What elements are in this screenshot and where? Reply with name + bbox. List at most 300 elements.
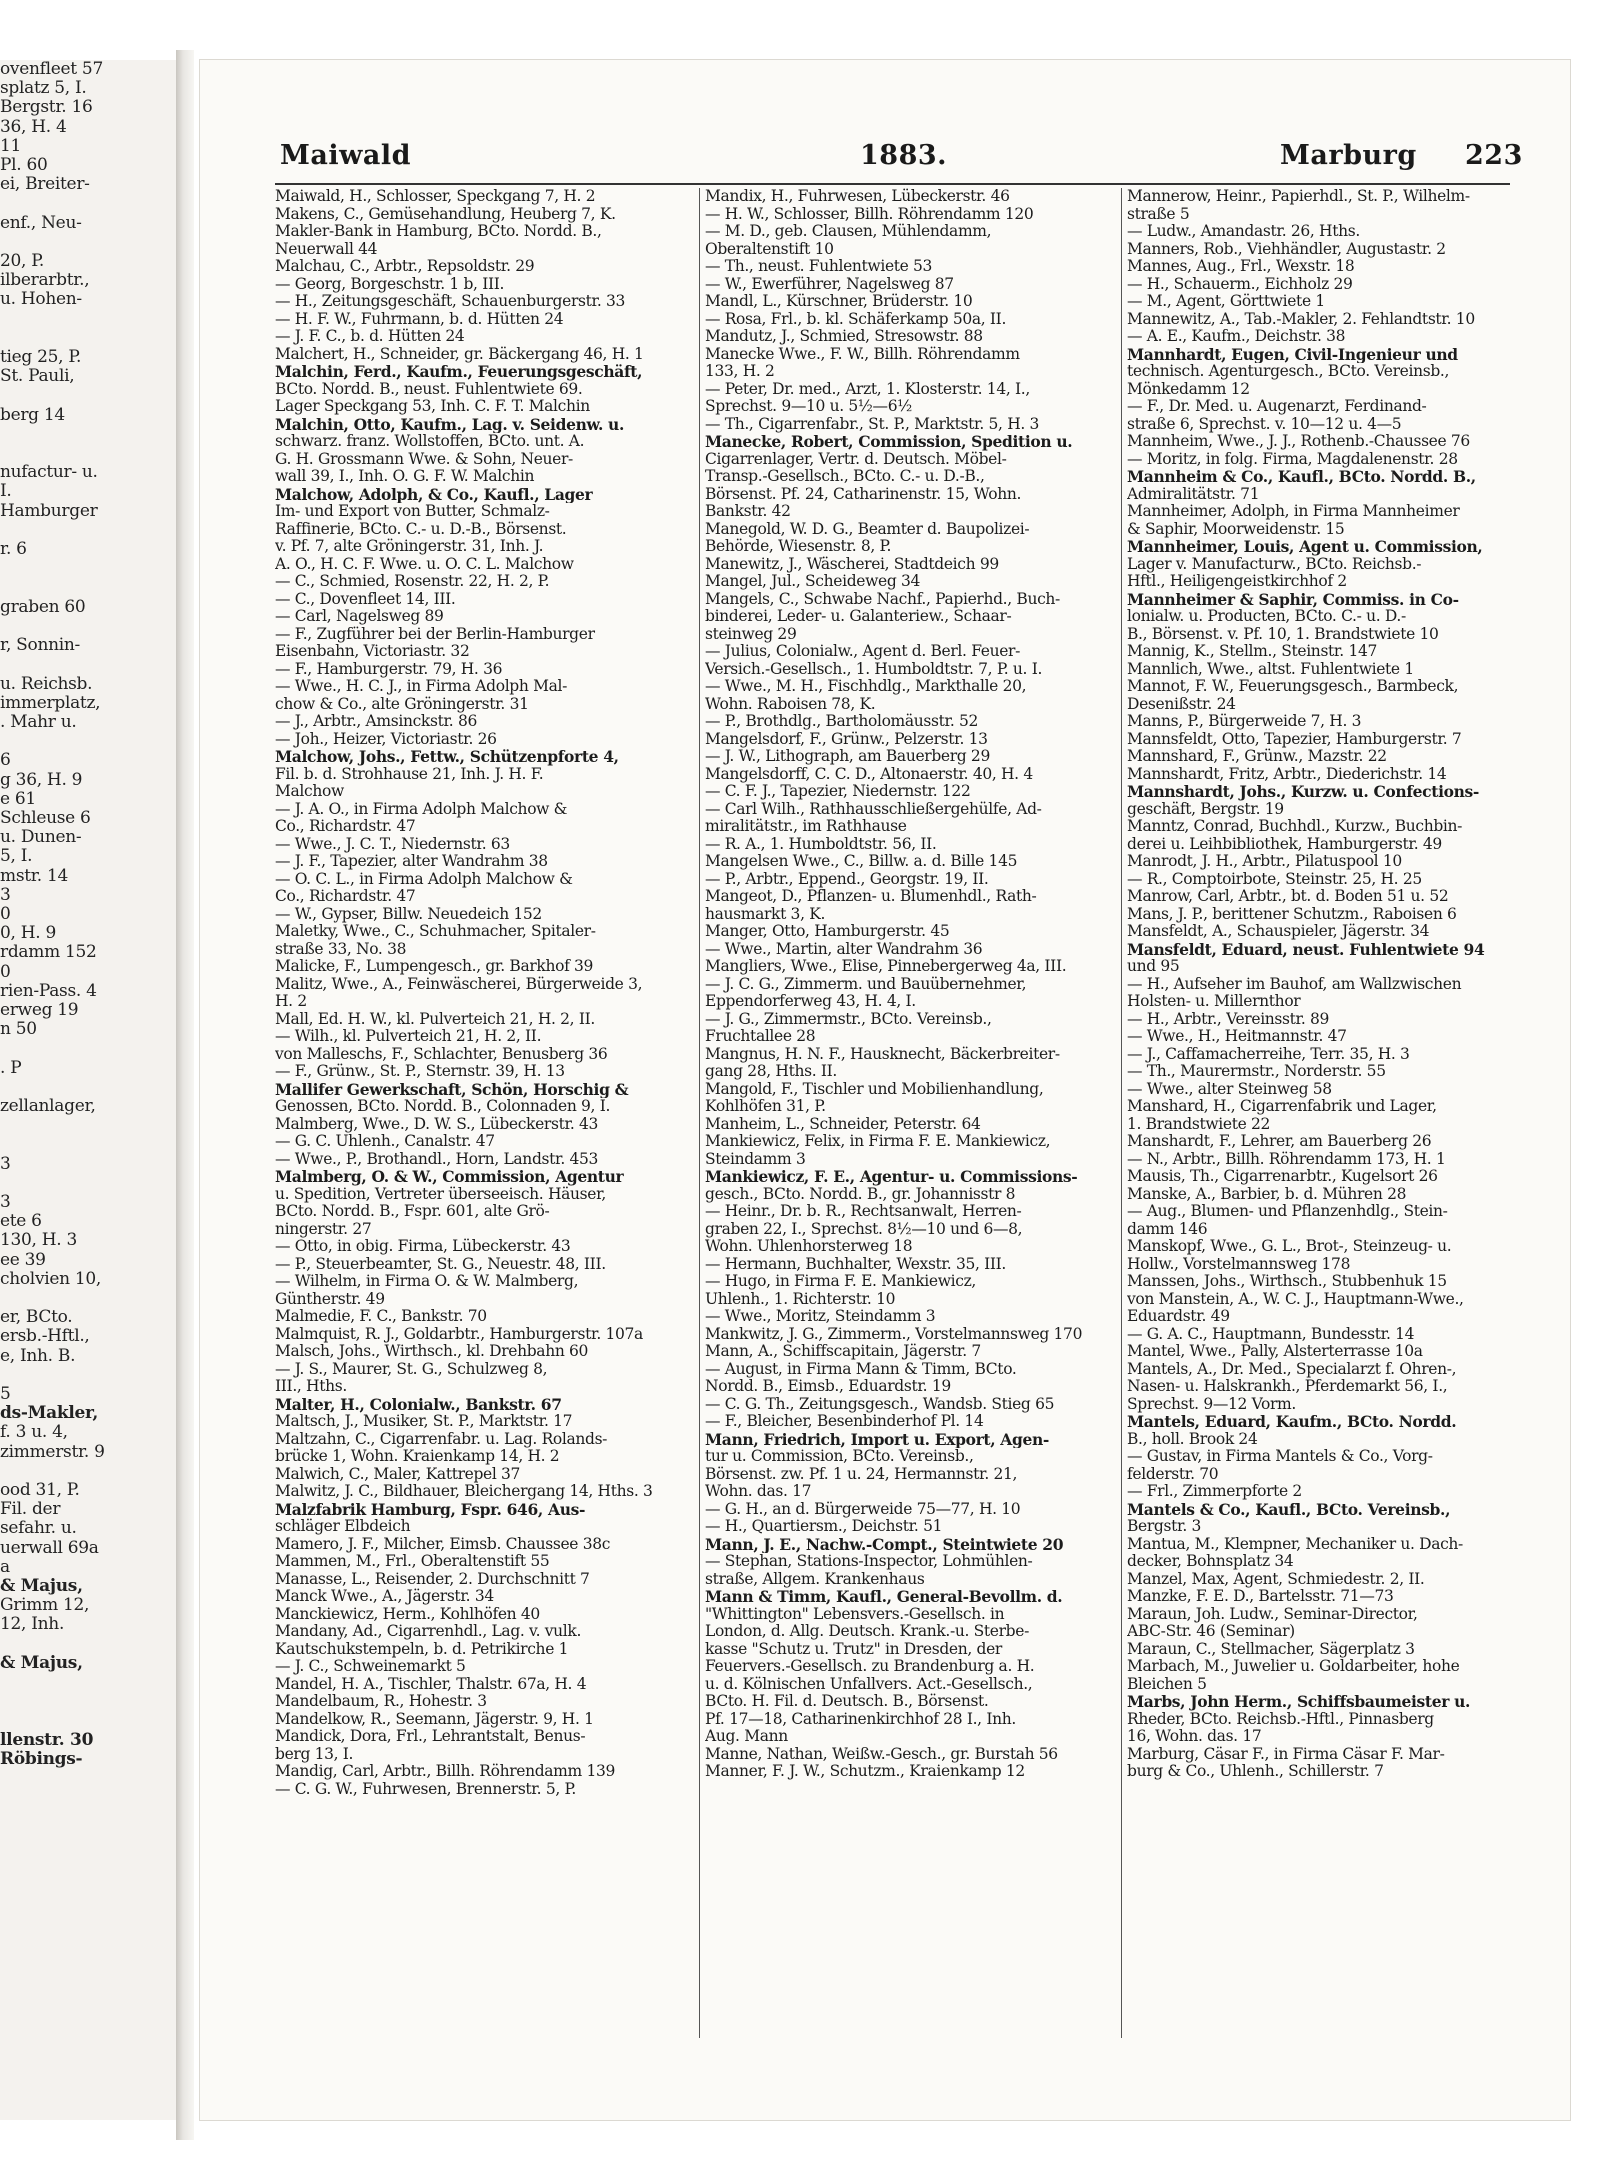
- facing-page-line: Fil. der: [0, 1499, 61, 1520]
- directory-entry: graben 22, I., Sprechst. 8½—10 und 6—8,: [705, 1220, 1023, 1238]
- directory-entry: — J. W., Lithograph, am Bauerberg 29: [705, 748, 990, 765]
- directory-entry: Manger, Otto, Hamburgerstr. 45: [705, 923, 950, 940]
- directory-entry: — H. F. W., Fuhrmann, b. d. Hütten 24: [275, 310, 564, 328]
- facing-page-line: [0, 1711, 176, 1730]
- facing-page-line: [0, 329, 176, 348]
- directory-entry: BCto. H. Fil. d. Deutsch. B., Börsenst.: [705, 1693, 989, 1710]
- directory-entry: — Wwe., P., Brothandl., Horn, Landstr. 453: [275, 1150, 599, 1168]
- facing-page-line: [0, 1673, 176, 1692]
- directory-entry: — Wilh., kl. Pulverteich 21, H. 2, II.: [275, 1028, 542, 1045]
- facing-page-line: [0, 1635, 176, 1654]
- directory-entry: Lager v. Manufacturw., BCto. Reichsb.-: [1127, 555, 1422, 573]
- facing-page-line: 0, H. 9: [0, 923, 56, 944]
- facing-page-line: [0, 521, 176, 540]
- facing-page-line: [0, 233, 176, 252]
- directory-entry: Malitz, Wwe., A., Feinwäscherei, Bürgerweide 3,: [275, 975, 643, 993]
- directory-entry: — Wwe., alter Steinweg 58: [1127, 1080, 1332, 1098]
- directory-entry: ningerstr. 27: [275, 1220, 372, 1238]
- header-year: 1883.: [860, 140, 948, 171]
- directory-entry: — W., Ewerführer, Nagelsweg 87: [705, 275, 954, 293]
- facing-page-line: [0, 655, 176, 674]
- facing-page-line: . P: [0, 1057, 22, 1078]
- facing-page-line: [0, 310, 176, 329]
- facing-page-line: llenstr. 30: [0, 1729, 94, 1750]
- directory-entry: Mandl, L., Kürschner, Brüderstr. 10: [705, 293, 973, 310]
- directory-entry: und 95: [1127, 958, 1180, 975]
- directory-entry: — Wwe., J. C. T., Niedernstr. 63: [275, 835, 510, 853]
- facing-page-line: g 36, H. 9: [0, 769, 83, 790]
- facing-page-line: ilberarbtr.,: [0, 270, 90, 291]
- facing-page-line: 36, H. 4: [0, 116, 67, 137]
- facing-page-line: 20, P.: [0, 251, 45, 272]
- directory-entry: straße 5: [1127, 205, 1190, 223]
- directory-entry: — Th., Maurermstr., Norderstr. 55: [1127, 1063, 1386, 1080]
- directory-entry: Manckiewicz, Herm., Kohlhöfen 40: [275, 1605, 540, 1623]
- directory-entry: berg 13, I.: [275, 1745, 354, 1763]
- facing-page-line: immerplatz,: [0, 692, 101, 713]
- directory-entry: Manshardt, F., Lehrer, am Bauerberg 26: [1127, 1133, 1432, 1150]
- directory-entry: Mannheimer & Saphir, Commiss. in Co-: [1127, 590, 1459, 608]
- directory-entry: Mansfeldt, A., Schauspieler, Jägerstr. 34: [1127, 923, 1430, 940]
- facing-page-line: u. Reichsb.: [0, 673, 93, 694]
- directory-entry: — Ludw., Amandastr. 26, Hths.: [1127, 223, 1360, 240]
- directory-entry: Malter, H., Colonialw., Bankstr. 67: [275, 1395, 562, 1413]
- directory-entry: — P., Arbtr., Eppend., Georgstr. 19, II.: [705, 870, 989, 888]
- directory-entry: Hollw., Vorstelmannsweg 178: [1127, 1255, 1351, 1273]
- directory-entry: Malchert, H., Schneider, gr. Bäckergang 46, H. 1: [275, 345, 644, 363]
- directory-entry: — F., Grünw., St. P., Sternstr. 39, H. 13: [275, 1063, 565, 1080]
- directory-entry: Malmedie, F. C., Bankstr. 70: [275, 1308, 487, 1325]
- facing-page-line: u. Dunen-: [0, 827, 82, 848]
- directory-entry: Eisenbahn, Victoriastr. 32: [275, 643, 470, 660]
- facing-page-line: erweg 19: [0, 999, 79, 1020]
- directory-entry: Mangnus, H. N. F., Hausknecht, Bäckerbreiter-: [705, 1045, 1060, 1063]
- directory-entry: Manske, A., Barbier, b. d. Mühren 28: [1127, 1185, 1407, 1203]
- directory-entry: lonialw. u. Producten, BCto. C.- u. D.-: [1127, 608, 1406, 625]
- directory-entry: Manssen, Johs., Wirthsch., Stubbenhuk 15: [1127, 1273, 1447, 1290]
- directory-entry: — P., Brothdlg., Bartholomäusstr. 52: [705, 713, 979, 730]
- facing-page-line: splatz 5, I.: [0, 78, 87, 99]
- directory-entry: Maletky, Wwe., C., Schuhmacher, Spitaler-: [275, 923, 596, 940]
- directory-entry: Aug. Mann: [705, 1728, 788, 1745]
- directory-entry: Manntz, Conrad, Buchhdl., Kurzw., Buchbin-: [1127, 818, 1463, 835]
- directory-entry: Mangelsen Wwe., C., Billw. a. d. Bille 145: [705, 853, 1018, 870]
- directory-entry: — Wwe., Moritz, Steindamm 3: [705, 1308, 936, 1325]
- facing-page-line: nufactur- u.: [0, 462, 98, 483]
- facing-page-line: ei, Breiter-: [0, 174, 90, 195]
- facing-page-line: e 61: [0, 788, 36, 809]
- directory-entry: Manheim, L., Schneider, Peterstr. 64: [705, 1115, 981, 1133]
- directory-entry: Mannheimer, Louis, Agent u. Commission,: [1127, 538, 1483, 556]
- directory-entry: — N., Arbtr., Billh. Röhrendamm 173, H. 1: [1127, 1150, 1446, 1168]
- running-header: [220, 140, 1550, 180]
- directory-entry: Mannsfeldt, Otto, Tapezier, Hamburgerstr. 7: [1127, 730, 1462, 748]
- directory-entry: Manecke Wwe., F. W., Billh. Röhrendamm: [705, 345, 1020, 363]
- directory-entry: BCto. Nordd. B., neust. Fuhlentwiete 69.: [275, 380, 583, 398]
- facing-page-line: Bergstr. 16: [0, 97, 93, 118]
- directory-entry: Makler-Bank in Hamburg, BCto. Nordd. B.,: [275, 223, 602, 240]
- directory-entry: — C. G. W., Fuhrwesen, Brennerstr. 5, P.: [275, 1780, 577, 1798]
- directory-entry: brücke 1, Wohn. Kraienkamp 14, H. 2: [275, 1448, 560, 1465]
- directory-entry: Malzfabrik Hamburg, Fspr. 646, Aus-: [275, 1500, 586, 1518]
- book-gutter: [176, 50, 194, 2140]
- directory-entry: — F., Hamburgerstr. 79, H. 36: [275, 660, 503, 678]
- directory-entry: Nordd. B., Eimsb., Eduardstr. 19: [705, 1378, 951, 1395]
- directory-entry: H. 2: [275, 993, 307, 1010]
- directory-entry: Malwitz, J. C., Bildhauer, Bleichergang 14, Hths. 3: [275, 1483, 653, 1500]
- directory-entry: — Wwe., Martin, alter Wandrahm 36: [705, 940, 983, 958]
- facing-page-line: Pl. 60: [0, 155, 48, 176]
- directory-entry: Mandutz, J., Schmied, Stresowstr. 88: [705, 328, 983, 345]
- directory-entry: Malmquist, R. J., Goldarbtr., Hamburgerstr. 107a: [275, 1325, 643, 1343]
- directory-entry: — H., Arbtr., Vereinsstr. 89: [1127, 1010, 1330, 1028]
- directory-entry: — Gustav, in Firma Mantels & Co., Vorg-: [1127, 1448, 1433, 1465]
- facing-page-line: [0, 386, 176, 405]
- directory-entry: — August, in Firma Mann & Timm, BCto.: [705, 1360, 1017, 1378]
- facing-page-line: Grimm 12,: [0, 1595, 90, 1616]
- facing-page-line: 11: [0, 135, 22, 156]
- directory-entry: — Heinr., Dr. b. R., Rechtsanwalt, Herren-: [705, 1203, 1022, 1220]
- directory-entry: Malchau, C., Arbtr., Repsoldstr. 29: [275, 258, 535, 275]
- facing-page-line: zimmerstr. 9: [0, 1441, 105, 1462]
- facing-page-line: Hamburger: [0, 500, 98, 521]
- directory-entry: Mandel, H. A., Tischler, Thalstr. 67a, H. 4: [275, 1675, 587, 1693]
- directory-entry: Manrow, Carl, Arbtr., bt. d. Boden 51 u. 52: [1127, 888, 1449, 905]
- directory-entry: Mantels, Eduard, Kaufm., BCto. Nordd.: [1127, 1413, 1457, 1431]
- directory-entry: Mantels, A., Dr. Med., Specialarzt f. Ohren-,: [1127, 1360, 1457, 1378]
- facing-page-line: [0, 1692, 176, 1711]
- directory-entry: Mannlich, Wwe., altst. Fuhlentwiete 1: [1127, 660, 1414, 678]
- directory-entry: Malchow, Adolph, & Co., Kaufl., Lager: [275, 485, 593, 503]
- directory-entry: v. Pf. 7, alte Gröningerstr. 31, Inh. J.: [275, 538, 544, 555]
- directory-entry: Mangold, F., Tischler und Mobilienhandlung,: [705, 1080, 1044, 1098]
- directory-entry: wall 39, I., Inh. O. G. F. W. Malchin: [275, 468, 535, 485]
- directory-entry: ABC-Str. 46 (Seminar): [1127, 1623, 1295, 1640]
- directory-entry: Im- und Export von Butter, Schmalz-: [275, 503, 550, 520]
- directory-entry: Mankwitz, J. G., Zimmerm., Vorstelmannsweg 170: [705, 1325, 1083, 1343]
- directory-entry: Mandany, Ad., Cigarrenhdl., Lag. v. vulk.: [275, 1623, 582, 1640]
- directory-entry: Mangelsdorf, F., Grünw., Pelzerstr. 13: [705, 730, 988, 748]
- directory-entry: Mannshardt, Johs., Kurzw. u. Confections-: [1127, 783, 1479, 801]
- directory-columns: [275, 188, 1530, 2038]
- directory-entry: — Stephan, Stations-Inspector, Lohmühlen-: [705, 1553, 1033, 1570]
- directory-entry: Mangel, Jul., Scheideweg 34: [705, 573, 921, 590]
- directory-entry: Mann & Timm, Kaufl., General-Bevollm. d.: [705, 1588, 1063, 1606]
- directory-entry: 16, Wohn. das. 17: [1127, 1728, 1262, 1745]
- directory-entry: u. Spedition, Vertreter überseeisch. Häuser,: [275, 1185, 607, 1203]
- facing-page-line: mstr. 14: [0, 865, 68, 886]
- directory-entry: Admiralitätstr. 71: [1127, 485, 1260, 503]
- directory-entry: Mans, J. P., berittener Schutzm., Raboisen 6: [1127, 905, 1457, 923]
- directory-entry: Bankstr. 42: [705, 503, 791, 520]
- directory-entry: Malmberg, Wwe., D. W. S., Lübeckerstr. 43: [275, 1115, 598, 1133]
- directory-entry: A. O., H. C. F. Wwe. u. O. C. L. Malchow: [275, 555, 574, 573]
- directory-entry: felderstr. 70: [1127, 1465, 1219, 1483]
- facing-page-line: ete 6: [0, 1211, 42, 1232]
- directory-entry: — P., Steuerbeamter, St. G., Neuestr. 48, III.: [275, 1255, 606, 1273]
- directory-entry: Malchin, Ferd., Kaufm., Feuerungsgeschäft,: [275, 363, 643, 381]
- directory-entry: kasse "Schutz u. Trutz" in Dresden, der: [705, 1640, 1002, 1658]
- directory-entry: steinweg 29: [705, 625, 797, 643]
- directory-entry: Co., Richardstr. 47: [275, 888, 416, 905]
- directory-entry: — H., Quartiersm., Deichstr. 51: [705, 1518, 943, 1535]
- directory-entry: Maltsch, J., Musiker, St. P., Marktstr. 17: [275, 1413, 573, 1430]
- directory-entry: Lager Speckgang 53, Inh. C. F. T. Malchin: [275, 398, 590, 415]
- directory-entry: Mankiewicz, Felix, in Firma F. E. Mankiewicz,: [705, 1133, 1051, 1150]
- directory-entry: Behörde, Wiesenstr. 8, P.: [705, 538, 892, 555]
- facing-page-text: [0, 60, 176, 1769]
- directory-entry: B., Börsenst. v. Pf. 10, 1. Brandstwiete 10: [1127, 625, 1439, 643]
- directory-entry: — Julius, Colonialw., Agent d. Berl. Feuer-: [705, 643, 1020, 660]
- directory-entry: — O. C. L., in Firma Adolph Malchow &: [275, 870, 573, 888]
- directory-entry: Manck Wwe., A., Jägerstr. 34: [275, 1588, 494, 1605]
- directory-entry: — J. F. C., b. d. Hütten 24: [275, 328, 465, 345]
- facing-page-line: e, Inh. B.: [0, 1345, 76, 1366]
- directory-entry: — Carl Wilh., Rathhausschließergehülfe, Ad-: [705, 800, 1042, 818]
- directory-entry: Börsenst. Pf. 24, Catharinenstr. 15, Wohn.: [705, 485, 1022, 503]
- header-first-name: Maiwald: [280, 140, 412, 171]
- directory-entry: Mannig, K., Stellm., Steinstr. 147: [1127, 643, 1377, 660]
- directory-entry: Manskopf, Wwe., G. L., Brot-, Steinzeug- u.: [1127, 1238, 1452, 1255]
- facing-page-line: 5, I.: [0, 846, 33, 867]
- directory-entry: Oberaltenstift 10: [705, 240, 834, 258]
- directory-entry: burg & Co., Uhlenh., Schillerstr. 7: [1127, 1763, 1384, 1780]
- facing-page-line: [0, 1289, 176, 1308]
- facing-page-line: 0: [0, 903, 11, 924]
- directory-entry: Manzke, F. E. D., Bartelsstr. 71—73: [1127, 1588, 1394, 1605]
- directory-entry: Malchow: [275, 783, 344, 800]
- facing-page-line: [0, 617, 176, 636]
- directory-entry: Uhlenh., 1. Richterstr. 10: [705, 1290, 896, 1308]
- directory-entry: Mandelkow, R., Seemann, Jägerstr. 9, H. 1: [275, 1710, 594, 1728]
- directory-entry: Eppendorferweg 43, H. 4, I.: [705, 993, 916, 1010]
- facing-page-line: cholvien 10,: [0, 1268, 102, 1289]
- facing-page-line: [0, 1039, 176, 1058]
- directory-entry: Fruchtallee 28: [705, 1028, 816, 1045]
- directory-entry: — Carl, Nagelsweg 89: [275, 608, 444, 625]
- directory-entry: Manns, P., Bürgerweide 7, H. 3: [1127, 713, 1362, 730]
- facing-page-line: 0: [0, 961, 11, 982]
- directory-entry: — J. S., Maurer, St. G., Schulzweg 8,: [275, 1360, 548, 1378]
- facing-page-line: [0, 1116, 176, 1135]
- directory-entry: schläger Elbdeich: [275, 1518, 411, 1535]
- directory-entry: — Otto, in obig. Firma, Lübeckerstr. 43: [275, 1238, 571, 1255]
- facing-page-line: St. Pauli,: [0, 366, 75, 387]
- directory-entry: & Saphir, Moorweidenstr. 15: [1127, 520, 1345, 538]
- facing-page-line: ood 31, P.: [0, 1480, 80, 1501]
- directory-entry: Rheder, BCto. Reichsb.-Hftl., Pinnasberg: [1127, 1710, 1434, 1728]
- directory-entry: — J. F., Tapezier, alter Wandrahm 38: [275, 853, 548, 870]
- facing-page-line: rdamm 152: [0, 942, 97, 963]
- facing-page-line: r, Sonnin-: [0, 635, 80, 656]
- directory-entry: u. d. Kölnischen Unfallvers. Act.-Gesellsch.,: [705, 1675, 1033, 1693]
- directory-entry: — Peter, Dr. med., Arzt, 1. Klosterstr. 14, I.,: [705, 380, 1030, 398]
- facing-page-line: er, BCto.: [0, 1307, 73, 1328]
- directory-entry: Bergstr. 3: [1127, 1518, 1202, 1535]
- directory-entry: — J., Arbtr., Amsinckstr. 86: [275, 713, 477, 730]
- directory-entry: — Aug., Blumen- und Pflanzenhdlg., Stein-: [1127, 1203, 1448, 1220]
- directory-entry: straße 6, Sprechst. v. 10—12 u. 4—5: [1127, 415, 1402, 433]
- directory-entry: Kohlhöfen 31, P.: [705, 1098, 826, 1115]
- directory-entry: Mannot, F. W., Feuerungsgesch., Barmbeck,: [1127, 678, 1459, 695]
- directory-entry: damm 146: [1127, 1220, 1208, 1238]
- directory-entry: Mannewitz, A., Tab.-Makler, 2. Fehlandtstr. 10: [1127, 310, 1475, 328]
- directory-entry: — H., Aufseher im Bauhof, am Wallzwischen: [1127, 975, 1462, 993]
- directory-entry: von Manstein, A., W. C. J., Hauptmann-Wwe.,: [1127, 1290, 1464, 1308]
- directory-entry: London, d. Allg. Deutsch. Krank.-u. Sterbe-: [705, 1623, 1029, 1640]
- directory-entry: Feuervers.-Gesellsch. zu Brandenburg a. H.: [705, 1658, 1035, 1675]
- directory-entry: Marburg, Cäsar F., in Firma Cäsar F. Mar-: [1127, 1745, 1445, 1763]
- directory-entry: miralitätstr., im Rathhause: [705, 818, 907, 835]
- facing-page-line: & Majus,: [0, 1576, 83, 1597]
- directory-entry: von Malleschs, F., Schlachter, Benusberg 36: [275, 1045, 608, 1063]
- facing-page-line: [0, 444, 176, 463]
- directory-entry: Mandix, H., Fuhrwesen, Lübeckerstr. 46: [705, 188, 1010, 205]
- facing-page-line: enf., Neu-: [0, 212, 82, 233]
- directory-entry: Mann, Friedrich, Import u. Export, Agen-: [705, 1430, 1049, 1448]
- directory-entry: Mamero, J. F., Milcher, Eimsb. Chaussee 38c: [275, 1535, 611, 1553]
- directory-entry: — Hermann, Buchhalter, Wexstr. 35, III.: [705, 1255, 1007, 1273]
- directory-entry: Raffinerie, BCto. C.- u. D.-B., Börsenst.: [275, 520, 567, 538]
- directory-entry: Mammen, M., Frl., Oberaltenstift 55: [275, 1553, 550, 1570]
- directory-entry: — M., Agent, Görttwiete 1: [1127, 293, 1325, 310]
- directory-entry: — F., Dr. Med. u. Augenarzt, Ferdinand-: [1127, 398, 1427, 415]
- facing-page-line: Schleuse 6: [0, 807, 91, 828]
- directory-entry: — Joh., Heizer, Victoriastr. 26: [275, 730, 497, 748]
- directory-entry: Mannheim & Co., Kaufl., BCto. Nordd. B.,: [1127, 468, 1476, 486]
- directory-entry: Manshard, H., Cigarrenfabrik und Lager,: [1127, 1098, 1437, 1115]
- directory-entry: Manners, Rob., Viehhändler, Augustastr. 2: [1127, 240, 1446, 258]
- directory-entry: — Frl., Zimmerpforte 2: [1127, 1483, 1302, 1500]
- facing-page-line: u. Hohen-: [0, 289, 82, 310]
- directory-entry: Maraun, C., Stellmacher, Sägerplatz 3: [1127, 1640, 1415, 1658]
- directory-entry: — Th., neust. Fuhlentwiete 53: [705, 258, 933, 275]
- directory-entry: Güntherstr. 49: [275, 1290, 385, 1308]
- header-last-name: Marburg: [1280, 140, 1417, 171]
- facing-page-line: ersb.-Hftl.,: [0, 1326, 90, 1347]
- directory-entry: Transp.-Gesellsch., BCto. C.- u. D.-B.,: [705, 468, 985, 485]
- facing-page-line: graben 60: [0, 596, 86, 617]
- directory-entry: Manecke, Robert, Commission, Spedition u.: [705, 433, 1073, 451]
- directory-entry: — G. C. Uhlenh., Canalstr. 47: [275, 1133, 495, 1150]
- directory-entry: hausmarkt 3, K.: [705, 905, 826, 923]
- facing-page-line: [0, 732, 176, 751]
- directory-entry: Manegold, W. D. G., Beamter d. Baupolizei-: [705, 520, 1030, 538]
- directory-entry: Maraun, Joh. Ludw., Seminar-Director,: [1127, 1605, 1418, 1623]
- directory-entry: 1. Brandstwiete 22: [1127, 1115, 1270, 1133]
- facing-page-line: 3: [0, 884, 11, 905]
- directory-entry: Manewitz, J., Wäscherei, Stadtdeich 99: [705, 555, 999, 573]
- directory-entry: — H. W., Schlosser, Billh. Röhrendamm 120: [705, 205, 1034, 223]
- directory-entry: Desenißstr. 24: [1127, 695, 1236, 713]
- directory-entry: — H., Schauerm., Eichholz 29: [1127, 275, 1353, 293]
- directory-entry: Maiwald, H., Schlosser, Speckgang 7, H. 2: [275, 188, 596, 205]
- directory-entry: — H., Zeitungsgeschäft, Schauenburgerstr. 33: [275, 293, 626, 310]
- directory-entry: Mandig, Carl, Arbtr., Billh. Röhrendamm 139: [275, 1763, 615, 1780]
- facing-page-line: tieg 25, P.: [0, 347, 82, 368]
- directory-entry: binderei, Leder- u. Galanteriew., Schaar-: [705, 608, 1012, 625]
- directory-entry: Mann, J. E., Nachw.-Compt., Steintwiete 20: [705, 1535, 1064, 1553]
- directory-entry: Manne, Nathan, Weißw.-Gesch., gr. Burstah 56: [705, 1745, 1058, 1763]
- directory-entry: G. H. Grossmann Wwe. & Sohn, Neuer-: [275, 450, 573, 468]
- directory-entry: Wohn. Uhlenhorsterweg 18: [705, 1238, 913, 1255]
- facing-page-line: 6: [0, 750, 11, 771]
- facing-page-line: [0, 1462, 176, 1481]
- column-1: [275, 188, 693, 2038]
- facing-page-line: 130, H. 3: [0, 1230, 78, 1251]
- facing-page-line: 3: [0, 1153, 11, 1174]
- directory-entry: Steindamm 3: [705, 1150, 806, 1168]
- directory-entry: Malmberg, O. & W., Commission, Agentur: [275, 1168, 624, 1186]
- facing-page-line: [0, 578, 176, 597]
- directory-entry: Mannheim, Wwe., J. J., Rothenb.-Chaussee 76: [1127, 433, 1470, 450]
- directory-entry: decker, Bohnsplatz 34: [1127, 1553, 1294, 1570]
- directory-entry: B., holl. Brook 24: [1127, 1430, 1258, 1448]
- directory-entry: geschäft, Bergstr. 19: [1127, 800, 1284, 818]
- facing-page-line: ds-Makler,: [0, 1403, 99, 1424]
- directory-entry: — Rosa, Frl., b. kl. Schäferkamp 50a, II.: [705, 310, 1007, 328]
- directory-entry: Holsten- u. Millernthor: [1127, 993, 1301, 1010]
- directory-entry: — Wilhelm, in Firma O. & W. Malmberg,: [275, 1273, 579, 1290]
- directory-entry: Versich.-Gesellsch., 1. Humboldtstr. 7, P. u. I.: [705, 660, 1043, 678]
- directory-entry: — C., Schmied, Rosenstr. 22, H. 2, P.: [275, 573, 550, 590]
- directory-entry: gang 28, Hths. II.: [705, 1063, 837, 1080]
- directory-entry: Mangels, C., Schwabe Nachf., Papierhd., Buch-: [705, 590, 1060, 608]
- directory-entry: Maltzahn, C., Cigarrenfabr. u. Lag. Rolands-: [275, 1430, 608, 1448]
- directory-entry: Nasen- u. Halskrankh., Pferdemarkt 56, I.,: [1127, 1378, 1448, 1395]
- column-3: [1127, 188, 1530, 2038]
- directory-entry: — A. E., Kaufm., Deichstr. 38: [1127, 328, 1346, 345]
- directory-entry: Mall, Ed. H. W., kl. Pulverteich 21, H. 2, II.: [275, 1010, 595, 1028]
- directory-entry: — R., Comptoirbote, Steinstr. 25, H. 25: [1127, 870, 1422, 888]
- facing-page-line: f. 3 u. 4,: [0, 1422, 68, 1443]
- directory-entry: Mangliers, Wwe., Elise, Pinnebergerweg 4a, III.: [705, 958, 1067, 975]
- page-number: 223: [1465, 140, 1523, 171]
- directory-entry: — J. A. O., in Firma Adolph Malchow &: [275, 800, 568, 818]
- directory-entry: Sprechst. 9—10 u. 5½—6½: [705, 398, 912, 415]
- directory-entry: Marbs, John Herm., Schiffsbaumeister u.: [1127, 1693, 1471, 1711]
- facing-page-line: rien-Pass. 4: [0, 980, 97, 1001]
- directory-entry: Mannshard, F., Grünw., Mazstr. 22: [1127, 748, 1387, 765]
- directory-entry: — C., Dovenfleet 14, III.: [275, 590, 456, 608]
- facing-page-line: [0, 559, 176, 578]
- directory-entry: — W., Gypser, Billw. Neuedeich 152: [275, 905, 542, 923]
- directory-entry: — Wwe., H., Heitmannstr. 47: [1127, 1028, 1347, 1045]
- directory-entry: Mausis, Th., Cigarrenarbtr., Kugelsort 26: [1127, 1168, 1438, 1185]
- directory-entry: — G. A. C., Hauptmann, Bundesstr. 14: [1127, 1325, 1415, 1343]
- directory-entry: Mann, A., Schiffscapitain, Jägerstr. 7: [705, 1343, 981, 1360]
- directory-entry: Eduardstr. 49: [1127, 1308, 1230, 1325]
- directory-entry: Makens, C., Gemüsehandlung, Heuberg 7, K.: [275, 205, 616, 223]
- directory-entry: Mantel, Wwe., Pally, Alsterterrasse 10a: [1127, 1343, 1423, 1360]
- directory-entry: Manrodt, J. H., Arbtr., Pilatuspool 10: [1127, 853, 1402, 870]
- facing-page-line: sefahr. u.: [0, 1518, 77, 1539]
- directory-entry: Malchin, Otto, Kaufm., Lag. v. Seidenw. u.: [275, 415, 625, 433]
- directory-entry: — Wwe., M. H., Fischhdlg., Markthalle 20,: [705, 678, 1027, 695]
- facing-page-line: uerwall 69a: [0, 1537, 99, 1558]
- directory-entry: Manzel, Max, Agent, Schmiedestr. 2, II.: [1127, 1570, 1425, 1588]
- directory-entry: Börsenst. zw. Pf. 1 u. 24, Hermannstr. 21,: [705, 1465, 1018, 1483]
- directory-entry: Pf. 17—18, Catharinenkirchhof 28 I., Inh.: [705, 1710, 1016, 1728]
- facing-page-line: ovenfleet 57: [0, 60, 103, 79]
- directory-entry: Mannshardt, Fritz, Arbtr., Diederichstr. 14: [1127, 765, 1447, 783]
- directory-entry: III., Hths.: [275, 1378, 347, 1395]
- directory-entry: straße 33, No. 38: [275, 940, 407, 958]
- directory-entry: Marbach, M., Juwelier u. Goldarbeiter, hohe: [1127, 1658, 1460, 1675]
- directory-entry: Genossen, BCto. Nordd. B., Colonnaden 9, I.: [275, 1098, 611, 1115]
- directory-entry: — C. G. Th., Zeitungsgesch., Wandsb. Stieg 65: [705, 1395, 1055, 1413]
- directory-entry: Mantels & Co., Kaufl., BCto. Vereinsb.,: [1127, 1500, 1451, 1518]
